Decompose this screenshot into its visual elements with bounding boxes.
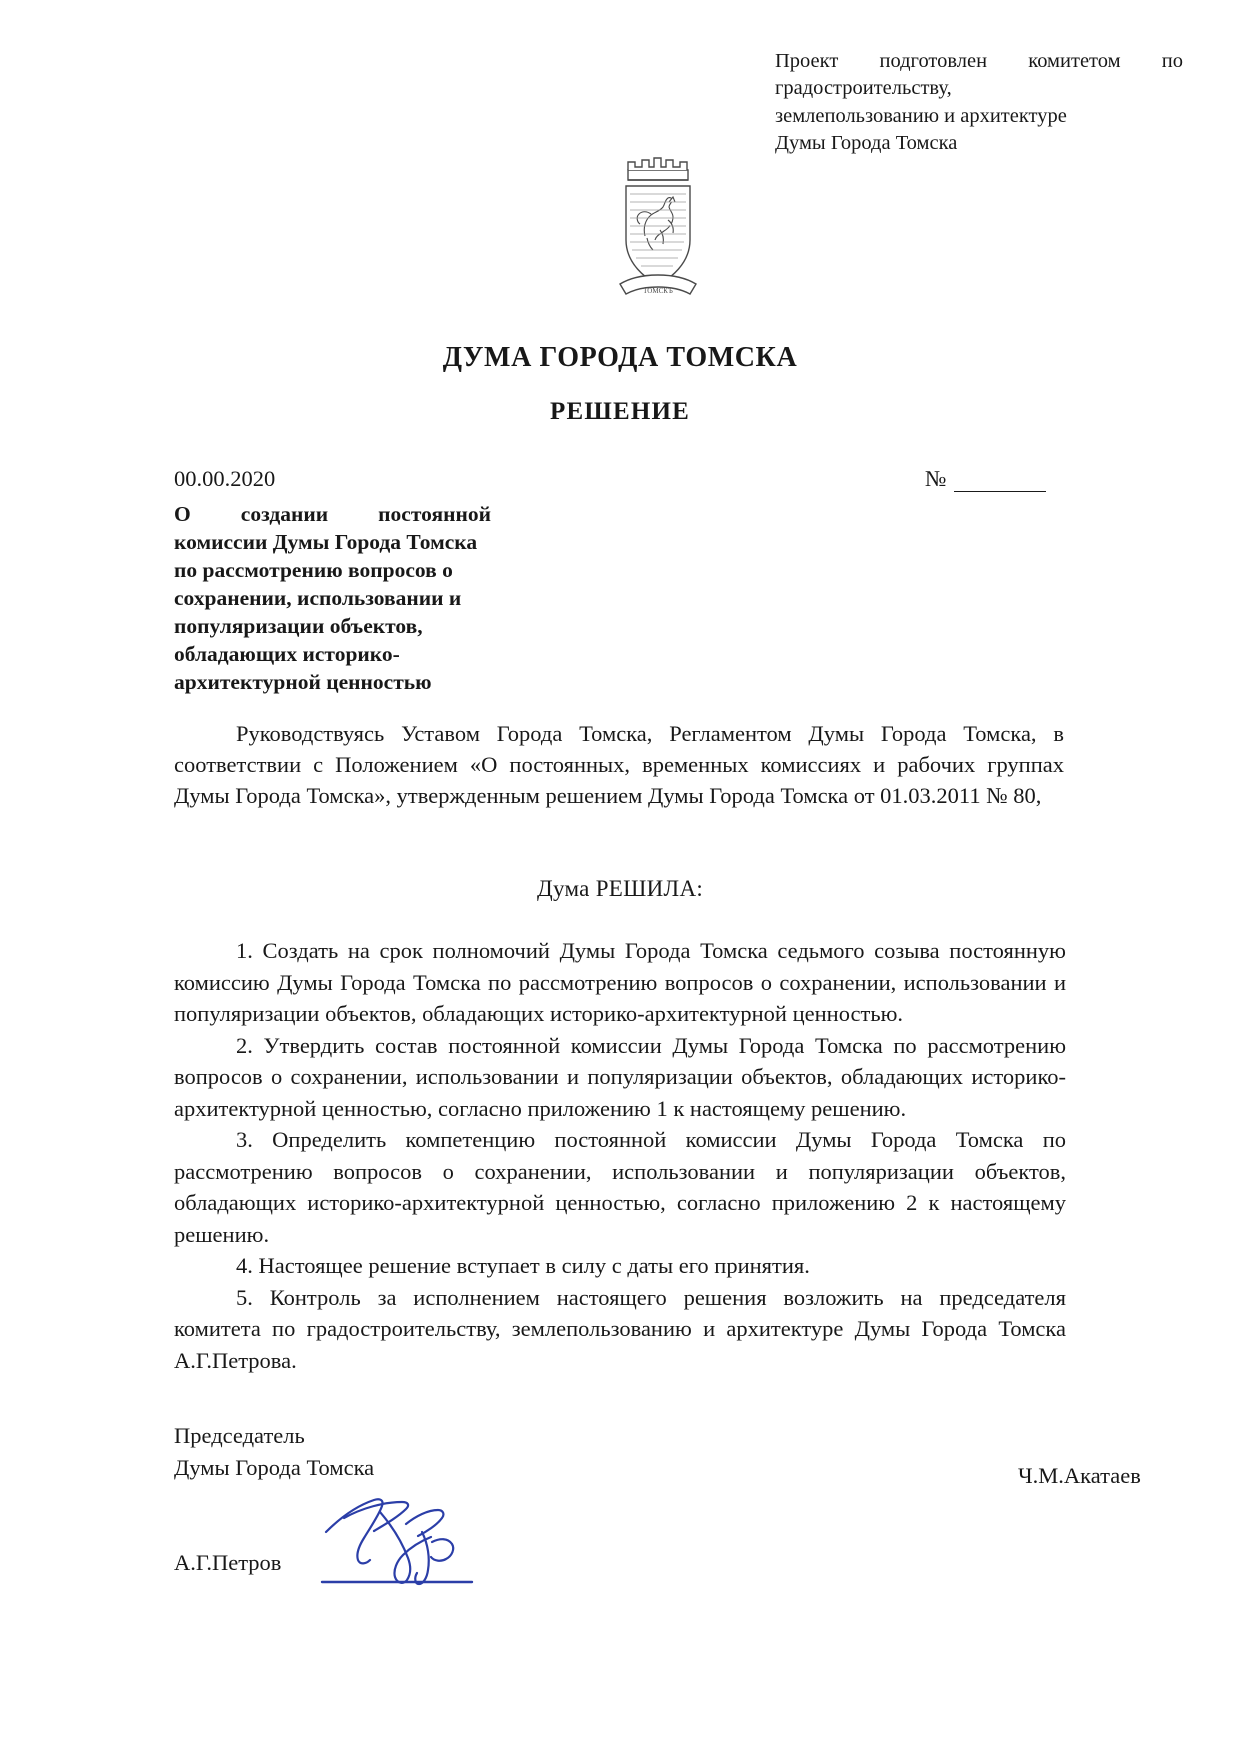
document-subject-part-1: О создании постоянной комиссии Думы Города Томска [174, 502, 491, 554]
document-date: 00.00.2020 [174, 466, 276, 491]
resolution-item-4: 4. Настоящее решение вступает в силу с даты его принятия. [236, 1253, 810, 1278]
resolution-item-3: 3. Определить компетенцию постоянной комиссии Думы Города Томска по рассмотрению вопросов о сохранении, использовании и популяризации объектов, обладающих историко-архитектурной ценностью, согласно приложению 2 к настоящему решению. [174, 1127, 1066, 1247]
signatory-position [174, 1420, 374, 1484]
signatory-name-left: А.Г.Петров [174, 1550, 282, 1575]
header-note-line-1: Проект подготовлен комитетом по градостроительству, [775, 50, 1183, 100]
header-note-line-2: землепользованию и архитектуре [775, 104, 1067, 127]
document-preamble [174, 718, 1064, 811]
header-note-line-3: Думы Города Томска [775, 131, 958, 154]
page-title: ДУМА ГОРОДА ТОМСКА [442, 342, 798, 373]
document-subject [174, 501, 491, 697]
signatory-position-line-2: Думы Города Томска [174, 1454, 375, 1480]
resolution-item-1: 1. Создать на срок полномочий Думы Города Томска седьмого созыва постоянную комиссию Думы Города Томска по рассмотрению вопросов о сохранении, использовании и популяризации объектов, обладающих историко-архитектурной ценностью. [174, 938, 1066, 1026]
document-subject-part-2: по рассмотрению вопросов о сохранении, использовании и популяризации объектов, обладающих историко-архитектурной ценностью [174, 557, 462, 694]
svg-text:ТОМСКЪ: ТОМСКЪ [643, 287, 673, 295]
page-subtitle: РЕШЕНИЕ [549, 398, 691, 425]
document-number-label: № [925, 466, 947, 491]
signatory-position-line-1: Председатель [174, 1423, 305, 1448]
signatory-name-right: Ч.М.Акатаев [1018, 1463, 1141, 1488]
resolution-item-2: 2. Утвердить состав постоянной комиссии Думы Города Томска по рассмотрению вопросов о сохранении, использовании и популяризации объектов, обладающих историко-архитектурной ценностью, согласно приложению 1 к настоящему решению. [174, 1032, 1066, 1121]
resolution-item-5: 5. Контроль за исполнением настоящего решения возложить на председателя комитета по градостроительству, землепользованию и архитектуре Думы Города Томска А.Г.Петрова. [174, 1284, 1066, 1373]
resolution-heading: Дума РЕШИЛА: [536, 876, 704, 901]
resolution-items [174, 935, 1066, 1376]
header-note [775, 48, 1183, 157]
handwritten-signature [320, 1488, 510, 1608]
coat-of-arms-icon [612, 150, 704, 305]
document-number [925, 466, 1046, 492]
preamble-text: Руководствуясь Уставом Города Томска, Регламентом Думы Города Томска, в соответствии с Положением «О постоянных, временных комиссиях и рабочих группах Думы Города Томска», утвержденным решением Думы Города Томска от 01.03.2011 № 80, [174, 721, 1064, 809]
document-number-blank [954, 471, 1046, 492]
